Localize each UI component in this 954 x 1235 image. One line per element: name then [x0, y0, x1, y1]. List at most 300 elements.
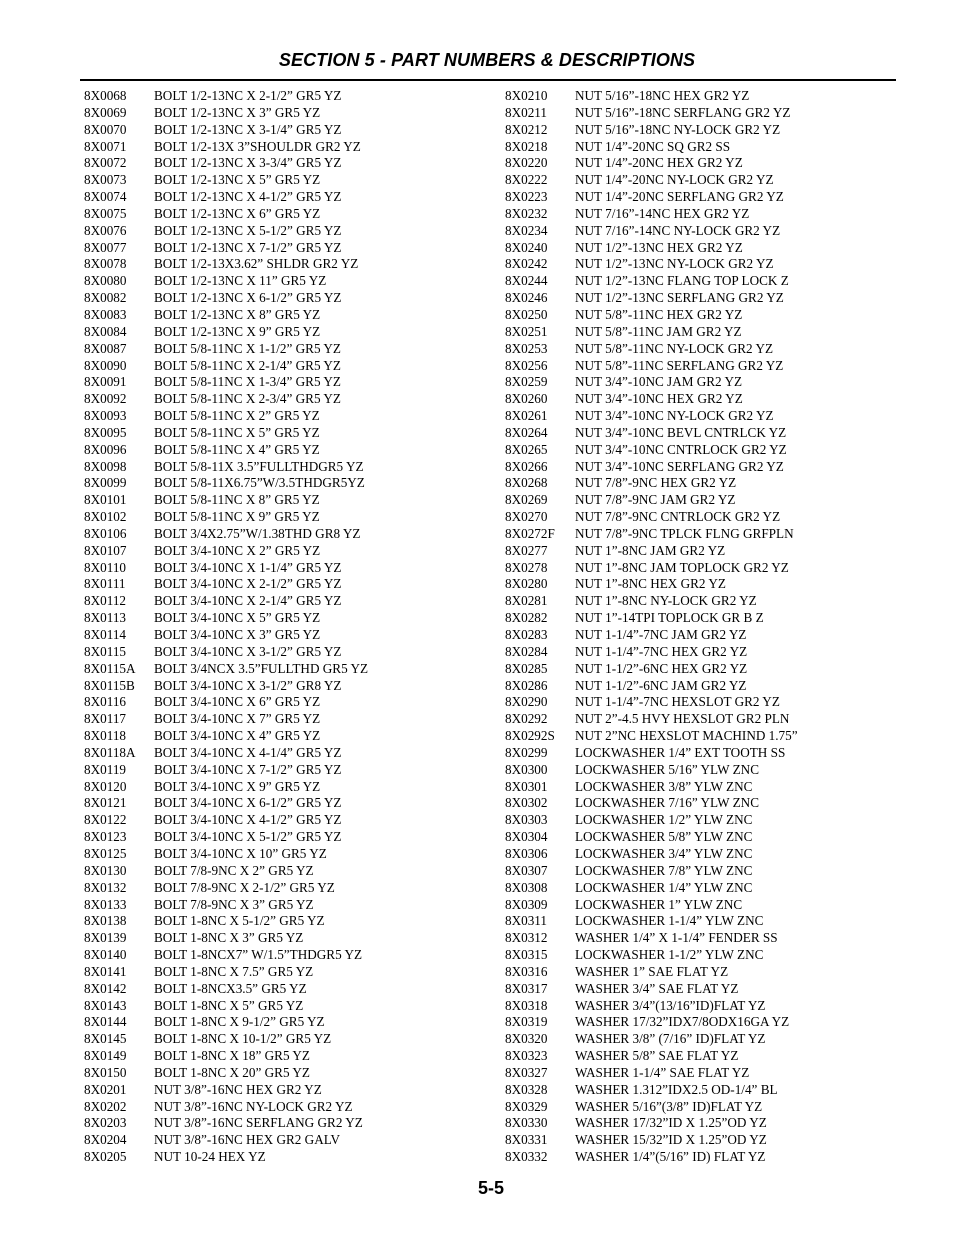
part-description: BOLT 3/4-10NC X 4” GR5 YZ — [154, 728, 321, 744]
part-number: 8X0330 — [505, 1115, 548, 1131]
part-number: 8X0070 — [84, 121, 127, 137]
part-description: LOCKWASHER 7/8” YLW ZNC — [575, 862, 753, 878]
part-description: BOLT 1/2-13NC X 5” GR5 YZ — [154, 172, 321, 188]
part-row — [84, 863, 368, 880]
part-row — [505, 947, 798, 964]
part-description: WASHER 17/32”IDX7/8ODX16GA YZ — [575, 1014, 790, 1030]
part-number: 8X0132 — [84, 879, 127, 895]
part-number: 8X0319 — [505, 1014, 548, 1030]
part-description: WASHER 5/16”(3/8” ID)FLAT YZ — [575, 1098, 763, 1114]
part-description: WASHER 5/8” SAE FLAT YZ — [575, 1048, 739, 1064]
part-description: BOLT 5/8-11X6.75”W/3.5THDGR5YZ — [154, 475, 365, 491]
part-number: 8X0290 — [505, 694, 548, 710]
part-description: NUT 1-1/4”-7NC HEXSLOT GR2 YZ — [575, 694, 780, 710]
part-number: 8X0068 — [84, 88, 127, 103]
part-description: NUT 5/16”-18NC HEX GR2 YZ — [575, 88, 750, 103]
part-description: BOLT 7/8-9NC X 2-1/2” GR5 YZ — [154, 879, 335, 895]
part-row — [505, 1149, 798, 1166]
part-row — [505, 560, 798, 577]
part-number: 8X0222 — [505, 172, 548, 188]
part-row — [84, 358, 368, 375]
part-number: 8X0149 — [84, 1048, 127, 1064]
part-description: BOLT 1/2-13X 3”SHOULDR GR2 YZ — [154, 138, 361, 154]
part-row — [505, 189, 798, 206]
part-number: 8X0250 — [505, 306, 548, 322]
part-row — [84, 560, 368, 577]
part-row — [505, 846, 798, 863]
part-row — [84, 593, 368, 610]
part-number: 8X0292S — [505, 728, 555, 744]
part-description: BOLT 1/2-13NC X 7-1/2” GR5 YZ — [154, 239, 342, 255]
part-number: 8X0095 — [84, 424, 127, 440]
part-description: NUT 7/8”-9NC HEX GR2 YZ — [575, 475, 737, 491]
part-row — [505, 105, 798, 122]
part-number: 8X0307 — [505, 862, 548, 878]
part-number: 8X0212 — [505, 121, 548, 137]
part-number: 8X0292 — [505, 711, 548, 727]
part-description: NUT 1”-8NC NY-LOCK GR2 YZ — [575, 593, 757, 609]
part-description: NUT 1”-8NC JAM GR2 YZ — [575, 542, 726, 558]
part-number: 8X0270 — [505, 509, 548, 525]
part-row — [505, 391, 798, 408]
part-number: 8X0115B — [84, 677, 135, 693]
part-description: BOLT 7/8-9NC X 2” GR5 YZ — [154, 862, 314, 878]
part-number: 8X0309 — [505, 896, 548, 912]
part-number: 8X0115A — [84, 660, 136, 676]
part-number: 8X0328 — [505, 1081, 548, 1097]
part-row — [84, 728, 368, 745]
part-number: 8X0082 — [84, 290, 127, 306]
part-description: NUT 3/4”-10NC CNTRLOCK GR2 YZ — [575, 441, 787, 457]
part-description: BOLT 7/8-9NC X 3” GR5 YZ — [154, 896, 314, 912]
part-number: 8X0246 — [505, 290, 548, 306]
part-row — [505, 880, 798, 897]
part-row — [505, 610, 798, 627]
part-description: NUT 1/4”-20NC SERFLANG GR2 YZ — [575, 189, 784, 205]
part-description: NUT 5/8”-11NC NY-LOCK GR2 YZ — [575, 340, 774, 356]
part-number: 8X0261 — [505, 408, 548, 424]
part-number: 8X0072 — [84, 155, 127, 171]
part-row — [505, 88, 798, 105]
part-row — [505, 694, 798, 711]
part-row — [84, 189, 368, 206]
part-description: WASHER 1/4”(5/16” ID) FLAT YZ — [575, 1149, 766, 1165]
part-row — [84, 1132, 368, 1149]
part-row — [505, 644, 798, 661]
part-number: 8X0205 — [84, 1149, 127, 1165]
part-description: BOLT 1-8NCX3.5” GR5 YZ — [154, 980, 307, 996]
part-row — [84, 762, 368, 779]
part-row — [84, 964, 368, 981]
part-number: 8X0115 — [84, 643, 127, 659]
part-description: BOLT 5/8-11NC X 2-3/4” GR5 YZ — [154, 391, 341, 407]
part-description: NUT 1-1/2”-6NC HEX GR2 YZ — [575, 660, 748, 676]
part-description: NUT 5/16”-18NC NY-LOCK GR2 YZ — [575, 121, 781, 137]
part-row — [84, 290, 368, 307]
part-description: BOLT 1/2-13NC X 8” GR5 YZ — [154, 306, 321, 322]
part-number: 8X0300 — [505, 761, 548, 777]
part-description: BOLT 3/4-10NC X 1-1/4” GR5 YZ — [154, 559, 342, 575]
part-description: NUT 3/4”-10NC JAM GR2 YZ — [575, 374, 743, 390]
part-row — [84, 627, 368, 644]
part-description: WASHER 1-1/4” SAE FLAT YZ — [575, 1064, 750, 1080]
part-number: 8X0118 — [84, 728, 127, 744]
part-number: 8X0259 — [505, 374, 548, 390]
part-row — [505, 576, 798, 593]
part-row — [505, 240, 798, 257]
part-number: 8X0278 — [505, 559, 548, 575]
part-number: 8X0234 — [505, 222, 548, 238]
part-number: 8X0093 — [84, 408, 127, 424]
part-row — [505, 475, 798, 492]
part-row — [84, 206, 368, 223]
part-row — [505, 1132, 798, 1149]
part-number: 8X0107 — [84, 542, 127, 558]
part-row — [505, 745, 798, 762]
part-description: NUT 1/4”-20NC SQ GR2 SS — [575, 138, 731, 154]
part-number: 8X0083 — [84, 306, 127, 322]
part-number: 8X0306 — [505, 845, 548, 861]
part-row — [505, 273, 798, 290]
part-description: BOLT 3/4X2.75”W/1.38THD GR8 YZ — [154, 525, 361, 541]
part-number: 8X0286 — [505, 677, 548, 693]
part-description: BOLT 5/8-11NC X 1-1/2” GR5 YZ — [154, 340, 341, 356]
part-row — [505, 408, 798, 425]
part-row — [84, 678, 368, 695]
part-row — [84, 273, 368, 290]
parts-column-left — [84, 88, 368, 1166]
part-number: 8X0260 — [505, 391, 548, 407]
part-description: NUT 1/2”-13NC SERFLANG GR2 YZ — [575, 290, 784, 306]
part-row — [84, 475, 368, 492]
part-description: BOLT 5/8-11NC X 2-1/4” GR5 YZ — [154, 357, 341, 373]
part-description: NUT 7/8”-9NC JAM GR2 YZ — [575, 492, 736, 508]
part-number: 8X0145 — [84, 1031, 127, 1047]
part-row — [505, 358, 798, 375]
part-description: BOLT 1-8NC X 7.5” GR5 YZ — [154, 963, 314, 979]
part-number: 8X0299 — [505, 744, 548, 760]
part-number: 8X0119 — [84, 761, 127, 777]
part-number: 8X0253 — [505, 340, 548, 356]
part-number: 8X0272F — [505, 525, 555, 541]
part-row — [505, 425, 798, 442]
part-description: NUT 1”-8NC HEX GR2 YZ — [575, 576, 726, 592]
part-description: NUT 2”NC HEXSLOT MACHIND 1.75” — [575, 728, 798, 744]
part-row — [84, 223, 368, 240]
part-number: 8X0281 — [505, 593, 548, 609]
part-row — [84, 324, 368, 341]
part-row — [84, 694, 368, 711]
part-row — [505, 1031, 798, 1048]
part-number: 8X0266 — [505, 458, 548, 474]
part-number: 8X0203 — [84, 1115, 127, 1131]
part-number: 8X0240 — [505, 239, 548, 255]
part-description: LOCKWASHER 3/8” YLW ZNC — [575, 778, 753, 794]
part-row — [505, 930, 798, 947]
part-number: 8X0302 — [505, 795, 548, 811]
part-row — [84, 240, 368, 257]
part-description: BOLT 1/2-13NC X 11” GR5 YZ — [154, 273, 327, 289]
part-description: NUT 2”-4.5 HVY HEXSLOT GR2 PLN — [575, 711, 790, 727]
part-number: 8X0096 — [84, 441, 127, 457]
part-description: NUT 1-1/4”-7NC HEX GR2 YZ — [575, 643, 748, 659]
part-number: 8X0204 — [84, 1132, 127, 1148]
part-number: 8X0110 — [84, 559, 127, 575]
part-description: NUT 7/16”-14NC HEX GR2 YZ — [575, 205, 750, 221]
part-row — [505, 290, 798, 307]
part-description: NUT 1”-14TPI TOPLOCK GR B Z — [575, 610, 764, 626]
part-number: 8X0138 — [84, 913, 127, 929]
part-row — [84, 341, 368, 358]
part-row — [84, 139, 368, 156]
part-description: WASHER 3/4”(13/16”ID)FLAT YZ — [575, 997, 766, 1013]
part-description: BOLT 3/4-10NC X 3-1/2” GR5 YZ — [154, 643, 342, 659]
part-number: 8X0113 — [84, 610, 127, 626]
part-number: 8X0140 — [84, 947, 127, 963]
part-row — [84, 408, 368, 425]
part-row — [84, 105, 368, 122]
part-description: BOLT 1-8NC X 20” GR5 YZ — [154, 1064, 310, 1080]
part-row — [505, 509, 798, 526]
part-number: 8X0120 — [84, 778, 127, 794]
part-description: NUT 3/8”-16NC NY-LOCK GR2 YZ — [154, 1098, 353, 1114]
part-number: 8X0316 — [505, 963, 548, 979]
part-row — [84, 391, 368, 408]
part-number: 8X0201 — [84, 1081, 127, 1097]
part-number: 8X0073 — [84, 172, 127, 188]
part-description: BOLT 1/2-13NC X 5-1/2” GR5 YZ — [154, 222, 342, 238]
part-description: BOLT 3/4-10NC X 3-1/2” GR8 YZ — [154, 677, 342, 693]
part-description: BOLT 5/8-11NC X 9” GR5 YZ — [154, 509, 320, 525]
part-description: BOLT 3/4-10NC X 4-1/2” GR5 YZ — [154, 812, 342, 828]
part-row — [84, 256, 368, 273]
part-row — [84, 644, 368, 661]
part-row — [505, 728, 798, 745]
part-row — [505, 442, 798, 459]
part-description: BOLT 3/4-10NC X 4-1/4” GR5 YZ — [154, 744, 342, 760]
part-description: LOCKWASHER 7/16” YLW ZNC — [575, 795, 759, 811]
part-row — [84, 745, 368, 762]
part-row — [84, 1099, 368, 1116]
part-number: 8X0111 — [84, 576, 126, 592]
part-description: WASHER 3/4” SAE FLAT YZ — [575, 980, 739, 996]
part-description: LOCKWASHER 3/4” YLW ZNC — [575, 845, 753, 861]
part-row — [505, 139, 798, 156]
part-description: NUT 3/4”-10NC HEX GR2 YZ — [575, 391, 743, 407]
part-description: BOLT 5/8-11NC X 2” GR5 YZ — [154, 408, 320, 424]
part-description: LOCKWASHER 1-1/4” YLW ZNC — [575, 913, 764, 929]
part-number: 8X0320 — [505, 1031, 548, 1047]
part-row — [84, 1014, 368, 1031]
part-description: BOLT 1-8NC X 3” GR5 YZ — [154, 930, 304, 946]
part-row — [505, 172, 798, 189]
part-row — [505, 913, 798, 930]
part-row — [505, 1014, 798, 1031]
part-description: WASHER 17/32”ID X 1.25”OD YZ — [575, 1115, 767, 1131]
part-row — [505, 155, 798, 172]
part-row — [84, 880, 368, 897]
part-number: 8X0106 — [84, 525, 127, 541]
part-description: LOCKWASHER 5/8” YLW ZNC — [575, 829, 753, 845]
part-row — [505, 223, 798, 240]
part-row — [84, 846, 368, 863]
part-description: WASHER 1.312”IDX2.5 OD-1/4” BL — [575, 1081, 778, 1097]
part-row — [84, 1048, 368, 1065]
part-number: 8X0284 — [505, 643, 548, 659]
part-row — [505, 829, 798, 846]
part-number: 8X0092 — [84, 391, 127, 407]
part-row — [505, 1115, 798, 1132]
part-row — [505, 256, 798, 273]
part-number: 8X0139 — [84, 930, 127, 946]
part-row — [84, 795, 368, 812]
part-description: BOLT 1/2-13NC X 3-1/4” GR5 YZ — [154, 121, 342, 137]
header-rule — [80, 79, 896, 81]
part-description: BOLT 1-8NC X 18” GR5 YZ — [154, 1048, 310, 1064]
part-number: 8X0075 — [84, 205, 127, 221]
part-description: BOLT 3/4-10NC X 7” GR5 YZ — [154, 711, 321, 727]
part-number: 8X0130 — [84, 862, 127, 878]
part-description: LOCKWASHER 1/2” YLW ZNC — [575, 812, 753, 828]
part-description: BOLT 1-8NC X 5” GR5 YZ — [154, 997, 304, 1013]
part-number: 8X0218 — [505, 138, 548, 154]
part-number: 8X0141 — [84, 963, 127, 979]
part-row — [84, 442, 368, 459]
part-row — [84, 543, 368, 560]
part-description: BOLT 5/8-11NC X 5” GR5 YZ — [154, 424, 320, 440]
part-row — [84, 897, 368, 914]
part-row — [84, 155, 368, 172]
part-number: 8X0112 — [84, 593, 127, 609]
part-number: 8X0142 — [84, 980, 127, 996]
part-row — [505, 1099, 798, 1116]
part-description: LOCKWASHER 1/4” EXT TOOTH SS — [575, 744, 786, 760]
part-row — [505, 307, 798, 324]
part-number: 8X0223 — [505, 189, 548, 205]
part-row — [505, 492, 798, 509]
part-number: 8X0318 — [505, 997, 548, 1013]
part-row — [505, 122, 798, 139]
part-number: 8X0232 — [505, 205, 548, 221]
part-number: 8X0265 — [505, 441, 548, 457]
part-number: 8X0084 — [84, 323, 127, 339]
part-description: BOLT 1/2-13NC X 9” GR5 YZ — [154, 323, 321, 339]
part-description: BOLT 1/2-13NC X 6” GR5 YZ — [154, 205, 321, 221]
part-row — [84, 1031, 368, 1048]
part-row — [505, 661, 798, 678]
part-number: 8X0303 — [505, 812, 548, 828]
part-number: 8X0123 — [84, 829, 127, 845]
part-number: 8X0090 — [84, 357, 127, 373]
part-description: BOLT 3/4-10NC X 10” GR5 YZ — [154, 845, 327, 861]
part-number: 8X0308 — [505, 879, 548, 895]
part-row — [84, 1082, 368, 1099]
part-number: 8X0125 — [84, 845, 127, 861]
part-number: 8X0122 — [84, 812, 127, 828]
part-description: BOLT 1/2-13NC X 3” GR5 YZ — [154, 104, 321, 120]
part-number: 8X0283 — [505, 627, 548, 642]
part-description: BOLT 1/2-13NC X 6-1/2” GR5 YZ — [154, 290, 342, 306]
part-description: LOCKWASHER 1/4” YLW ZNC — [575, 879, 753, 895]
part-description: NUT 5/8”-11NC SERFLANG GR2 YZ — [575, 357, 784, 373]
part-description: WASHER 1” SAE FLAT YZ — [575, 963, 729, 979]
part-row — [505, 1082, 798, 1099]
part-description: NUT 7/8”-9NC TPLCK FLNG GRFPLN — [575, 525, 794, 541]
part-number: 8X0317 — [505, 980, 548, 996]
part-description: BOLT 3/4-10NC X 2-1/4” GR5 YZ — [154, 593, 342, 609]
part-row — [84, 981, 368, 998]
part-number: 8X0098 — [84, 458, 127, 474]
part-number: 8X0102 — [84, 509, 127, 525]
part-number: 8X0323 — [505, 1048, 548, 1064]
part-number: 8X0069 — [84, 104, 127, 120]
part-description: NUT 5/16”-18NC SERFLANG GR2 YZ — [575, 104, 791, 120]
part-number: 8X0315 — [505, 947, 548, 963]
part-description: BOLT 5/8-11X 3.5”FULLTHDGR5 YZ — [154, 458, 364, 474]
part-number: 8X0332 — [505, 1149, 548, 1165]
part-number: 8X0210 — [505, 88, 548, 103]
part-row — [505, 526, 798, 543]
part-description: NUT 1-1/4”-7NC JAM GR2 YZ — [575, 627, 747, 642]
part-row — [84, 172, 368, 189]
part-number: 8X0078 — [84, 256, 127, 272]
part-description: BOLT 3/4NCX 3.5”FULLTHD GR5 YZ — [154, 660, 369, 676]
part-number: 8X0076 — [84, 222, 127, 238]
part-number: 8X0329 — [505, 1098, 548, 1114]
part-row — [505, 206, 798, 223]
part-row — [505, 998, 798, 1015]
part-number: 8X0202 — [84, 1098, 127, 1114]
part-description: BOLT 1-8NCX7” W/1.5”THDGR5 YZ — [154, 947, 363, 963]
part-row — [84, 661, 368, 678]
part-row — [505, 779, 798, 796]
part-row — [505, 678, 798, 695]
part-description: WASHER 3/8” (7/16” ID)FLAT YZ — [575, 1031, 766, 1047]
part-number: 8X0074 — [84, 189, 127, 205]
part-row — [84, 947, 368, 964]
part-row — [84, 711, 368, 728]
part-number: 8X0269 — [505, 492, 548, 508]
part-number: 8X0080 — [84, 273, 127, 289]
part-number: 8X0242 — [505, 256, 548, 272]
part-number: 8X0331 — [505, 1132, 548, 1148]
part-row — [505, 812, 798, 829]
part-number: 8X0312 — [505, 930, 548, 946]
part-description: NUT 7/8”-9NC CNTRLOCK GR2 YZ — [575, 509, 781, 525]
part-row — [84, 88, 368, 105]
part-description: NUT 3/4”-10NC BEVL CNTRLCK YZ — [575, 424, 787, 440]
part-description: BOLT 3/4-10NC X 6” GR5 YZ — [154, 694, 321, 710]
part-number: 8X0268 — [505, 475, 548, 491]
part-row — [84, 122, 368, 139]
part-row — [84, 526, 368, 543]
part-row — [84, 913, 368, 930]
part-description: BOLT 1/2-13NC X 3-3/4” GR5 YZ — [154, 155, 342, 171]
page-number: 5-5 — [478, 1178, 505, 1198]
part-row — [84, 425, 368, 442]
part-description: NUT 1/2”-13NC HEX GR2 YZ — [575, 239, 743, 255]
part-number: 8X0150 — [84, 1064, 127, 1080]
part-number: 8X0282 — [505, 610, 548, 626]
part-description: BOLT 1-8NC X 10-1/2” GR5 YZ — [154, 1031, 332, 1047]
part-row — [505, 863, 798, 880]
part-description: BOLT 1-8NC X 9-1/2” GR5 YZ — [154, 1014, 325, 1030]
part-number: 8X0133 — [84, 896, 127, 912]
part-row — [505, 711, 798, 728]
part-description: NUT 1/2”-13NC NY-LOCK GR2 YZ — [575, 256, 774, 272]
part-row — [84, 1149, 368, 1166]
part-row — [505, 1048, 798, 1065]
